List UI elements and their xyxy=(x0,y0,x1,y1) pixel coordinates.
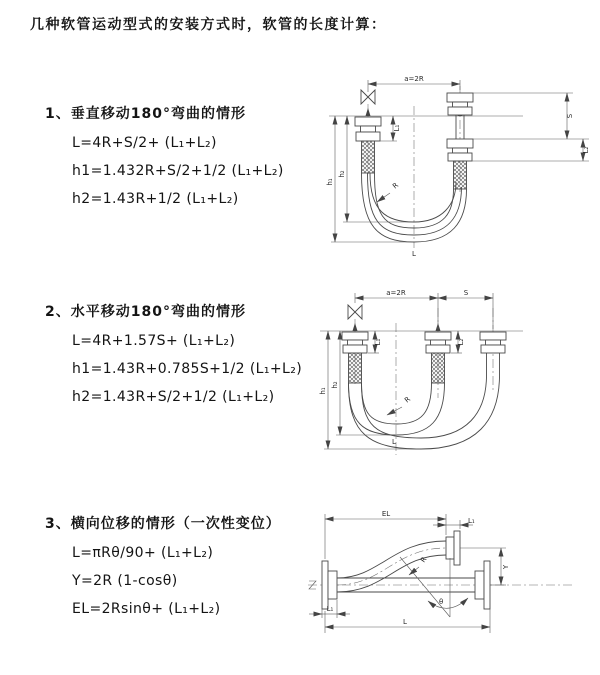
diagram-horizontal-180-bend xyxy=(308,283,600,459)
left-fitting xyxy=(342,332,368,383)
section-lateral-displacement xyxy=(45,513,281,617)
formula-line: h1=1.43R+0.785S+1/2 (L₁+L₂) xyxy=(72,361,303,377)
dimension-l1 xyxy=(368,331,382,353)
el-label: EL xyxy=(381,510,391,518)
valve-icon xyxy=(348,305,362,319)
dimension-l2 xyxy=(451,331,465,353)
formula-line: h1=1.432R+S/2+1/2 (L₁+L₂) xyxy=(72,163,284,179)
dimension-a-2r xyxy=(355,289,493,329)
formula-line: L=πRθ/90+ (L₁+L₂) xyxy=(72,545,214,561)
radius-label: R xyxy=(391,181,401,191)
span-label: a=2R xyxy=(404,75,424,83)
movement-arrow xyxy=(366,108,371,116)
length-label: L xyxy=(412,250,416,258)
h1-label: h₁ xyxy=(319,387,327,395)
hose-braid-hatch xyxy=(362,141,375,173)
page-title: 几种软管运动型式的安装方式时，软管的长度计算： xyxy=(30,17,387,33)
radius-leader xyxy=(377,181,400,202)
formula-line: EL=2Rsinθ+ (L₁+L₂) xyxy=(72,601,221,617)
section-heading: 3、横向位移的情形（一次性变位） xyxy=(45,516,281,532)
span-label: a=2R xyxy=(386,289,406,297)
right-fitting-two-positions xyxy=(447,93,473,189)
left-fitting xyxy=(355,117,381,173)
dimension-h1-h2 xyxy=(319,331,420,449)
valve-icon xyxy=(361,90,375,104)
radius-leader xyxy=(409,555,429,575)
end-top-label: L₁ xyxy=(468,517,475,525)
h2-label: h₂ xyxy=(338,170,346,178)
end-bottom-label: L₁ xyxy=(326,605,334,613)
right-flange-original xyxy=(475,561,490,609)
s-curve-hose-displaced xyxy=(337,541,446,592)
formula-line: h2=1.43R+S/2+1/2 (L₁+L₂) xyxy=(72,389,275,405)
formula-line: L=4R+S/2+ (L₁+L₂) xyxy=(72,135,217,151)
dimension-l1-bottom xyxy=(309,600,350,618)
h1-label: h₁ xyxy=(326,178,334,186)
y-label: Y xyxy=(502,564,510,570)
end2-label: L₂ xyxy=(582,146,590,154)
end1-label: L₁ xyxy=(393,124,401,132)
dimension-el xyxy=(325,510,446,559)
dimension-s xyxy=(467,93,590,161)
dimension-a-2r xyxy=(368,75,460,92)
hose-braid-hatch xyxy=(349,353,362,383)
theta-label: θ xyxy=(439,598,444,606)
section-heading: 2、水平移动180°弯曲的情形 xyxy=(45,304,246,320)
length-label: L xyxy=(403,618,407,626)
radius-label: R xyxy=(419,555,429,565)
diagram-lateral-displacement xyxy=(300,505,600,660)
hose-braid-hatch xyxy=(432,353,445,383)
section-horizontal-bend xyxy=(45,301,302,405)
movement-arrow xyxy=(353,323,358,331)
h2-label: h₂ xyxy=(331,381,339,389)
end2-label: L₂ xyxy=(457,338,465,346)
right-fitting-displaced xyxy=(480,332,506,375)
top-flange-displaced xyxy=(446,531,460,565)
formula-line: Y=2R (1-cosθ) xyxy=(72,573,178,589)
left-flange xyxy=(322,561,337,609)
u-bend-hose-curves xyxy=(349,375,500,449)
centerlines xyxy=(368,86,460,248)
diagram-vertical-180-bend xyxy=(315,70,595,260)
section-vertical-bend xyxy=(45,103,284,207)
hose-braid-hatch xyxy=(454,161,467,189)
radius-label: R xyxy=(403,395,413,405)
formula-line: h2=1.43R+1/2 (L₁+L₂) xyxy=(72,191,239,207)
radius-leader xyxy=(387,395,412,415)
formula-line: L=4R+1.57S+ (L₁+L₂) xyxy=(72,333,236,349)
middle-fitting xyxy=(425,332,451,383)
end1-label: L₁ xyxy=(374,338,382,346)
theta-construction xyxy=(400,557,468,617)
length-label: L xyxy=(392,438,396,446)
stroke-label: S xyxy=(463,289,469,297)
stroke-label: S xyxy=(566,113,574,119)
section-heading: 1、垂直移动180°弯曲的情形 xyxy=(45,106,246,122)
dimension-l-bottom xyxy=(325,609,490,633)
